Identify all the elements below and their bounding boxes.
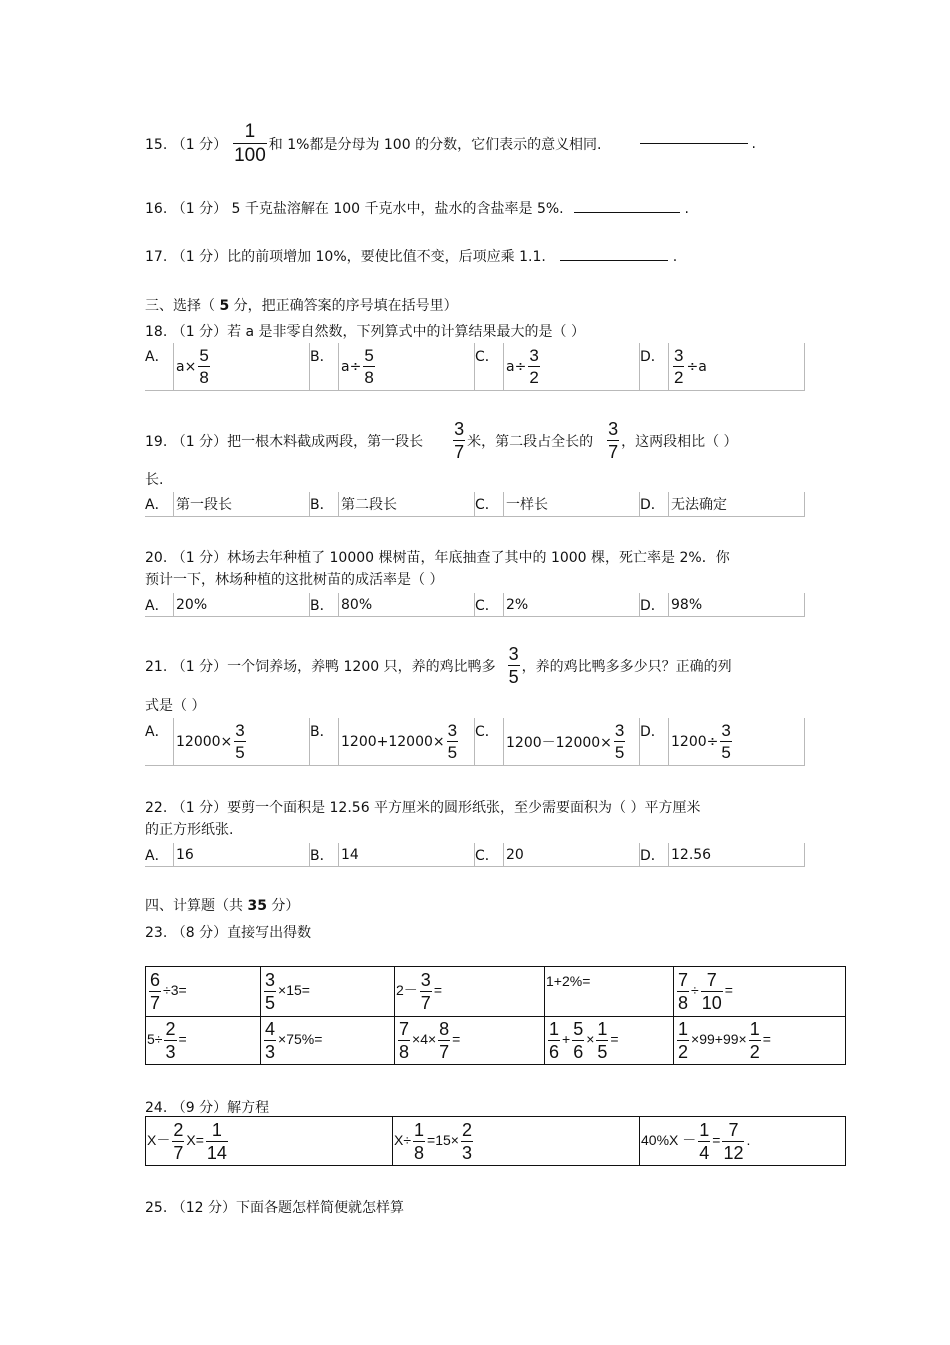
calc-cell[interactable]: $\frac{4}{3}$ ×75%= <box>261 1017 395 1065</box>
calc-cell[interactable]: $\frac{1}{2}$ ×99+99× $\frac{1}{2}$ = <box>674 1017 846 1065</box>
option-b[interactable]: B． 14 <box>310 843 475 867</box>
option-b[interactable]: B． 80% <box>310 593 475 617</box>
q24-equation-table <box>145 1116 846 1166</box>
fraction: $\frac{1}{100}$ <box>234 121 266 166</box>
question-16: 16. （1 分） 5 千克盐溶解在 100 千克水中，盐水的含盐率是 5%. . <box>145 201 689 217</box>
calc-cell[interactable]: 1+2%= <box>545 967 674 1017</box>
option-d[interactable]: D． 无法确定 <box>640 492 805 517</box>
section-4-heading: 四、计算题（共 35 分） <box>145 898 300 914</box>
option-b[interactable]: B． 1200+12000× $\frac{3}{5}$ <box>310 718 475 766</box>
question-22-line2: 的正方形纸张. <box>145 822 234 838</box>
equation-cell[interactable]: X－ $\frac{2}{7}$ X= $\frac{1}{14}$ <box>146 1117 393 1166</box>
q18-options <box>145 343 805 391</box>
question-22: 22. （1 分）要剪一个面积是 12.56 平方厘米的圆形纸张，至少需要面积为（ ）平方厘米 <box>145 800 701 816</box>
option-d[interactable]: D． 12.56 <box>640 843 805 867</box>
question-21-line2: 式是（ ） <box>145 698 206 714</box>
q23-calc-table <box>145 966 846 1065</box>
question-24-title: 24. （9 分）解方程 <box>145 1100 270 1116</box>
q21-options <box>145 718 805 766</box>
option-c[interactable]: C． a÷ $\frac{3}{2}$ <box>475 343 640 391</box>
q20-options <box>145 593 805 617</box>
option-c[interactable]: C． 20 <box>475 843 640 867</box>
calc-cell[interactable]: $\frac{7}{8}$ ×4× $\frac{8}{7}$ = <box>395 1017 545 1065</box>
option-c[interactable]: C． 1200－12000× $\frac{3}{5}$ <box>475 718 640 766</box>
answer-blank[interactable] <box>574 212 680 213</box>
calc-cell[interactable]: 2－ $\frac{3}{7}$ = <box>395 967 545 1017</box>
question-23-title: 23. （8 分）直接写出得数 <box>145 925 312 941</box>
calc-cell[interactable]: $\frac{6}{7}$ ÷3= <box>146 967 261 1017</box>
q19-options <box>145 492 805 517</box>
calc-cell[interactable]: 5÷ $\frac{2}{3}$ = <box>146 1017 261 1065</box>
question-17: 17. （1 分）比的前项增加 10%，要使比值不变，后项应乘 1.1. . <box>145 249 678 265</box>
question-20: 20. （1 分）林场去年种植了 10000 棵树苗，年底抽查了其中的 1000 棵，死亡率是 2%．你 <box>145 550 730 566</box>
option-b[interactable]: B． 第二段长 <box>310 492 475 517</box>
option-c[interactable]: C． 2% <box>475 593 640 617</box>
question-18: 18. （1 分）若 a 是非零自然数，下列算式中的计算结果最大的是（ ） <box>145 324 586 340</box>
question-19-line2: 长. <box>145 472 164 488</box>
calc-cell[interactable]: $\frac{3}{5}$ ×15= <box>261 967 395 1017</box>
option-a[interactable]: A． 第一段长 <box>145 492 310 517</box>
option-d[interactable]: D． $\frac{3}{2}$ ÷a <box>640 343 805 391</box>
option-b[interactable]: B． a÷ $\frac{5}{8}$ <box>310 343 475 391</box>
calc-cell[interactable]: $\frac{7}{8}$ ÷ $\frac{7}{10}$ = <box>674 967 846 1017</box>
section-3-heading: 三、选择（ 5 分，把正确答案的序号填在括号里） <box>145 298 458 314</box>
question-21: 21. （1 分）一个饲养场，养鸭 1200 只，养的鸡比鸭多 $\frac{3}{5}$ ，养的鸡比鸭多多少只？正确的列 <box>145 644 732 687</box>
calc-cell[interactable]: $\frac{1}{6}$ + $\frac{5}{6}$ × $\frac{1}{5}$ = <box>545 1017 674 1065</box>
question-15: 15. （1 分） $\frac{1}{100}$ 和 1%都是分母为 100 的分数，它们表示的意义相同. . <box>145 121 756 166</box>
equation-cell[interactable]: 40%X － $\frac{1}{4}$ = $\frac{7}{12}$ . <box>640 1117 846 1166</box>
equation-cell[interactable]: X÷ $\frac{1}{8}$ =15× $\frac{2}{3}$ <box>393 1117 640 1166</box>
answer-blank[interactable] <box>560 260 668 261</box>
question-25-title: 25. （12 分）下面各题怎样简便就怎样算 <box>145 1200 404 1216</box>
q22-options <box>145 843 805 867</box>
option-a[interactable]: A． a× $\frac{5}{8}$ <box>145 343 310 391</box>
option-d[interactable]: D． 98% <box>640 593 805 617</box>
option-d[interactable]: D． 1200÷ $\frac{3}{5}$ <box>640 718 805 766</box>
question-19: 19. （1 分）把一根木料截成两段，第一段长 $\frac{3}{7}$ 米，第二段占全长的 $\frac{3}{7}$ ，这两段相比（ ） <box>145 419 738 462</box>
option-c[interactable]: C． 一样长 <box>475 492 640 517</box>
answer-blank[interactable] <box>640 143 748 144</box>
option-a[interactable]: A． 12000× $\frac{3}{5}$ <box>145 718 310 766</box>
option-a[interactable]: A． 16 <box>145 843 310 867</box>
option-a[interactable]: A． 20% <box>145 593 310 617</box>
question-20-line2: 预计一下，林场种植的这批树苗的成活率是（ ） <box>145 572 444 588</box>
